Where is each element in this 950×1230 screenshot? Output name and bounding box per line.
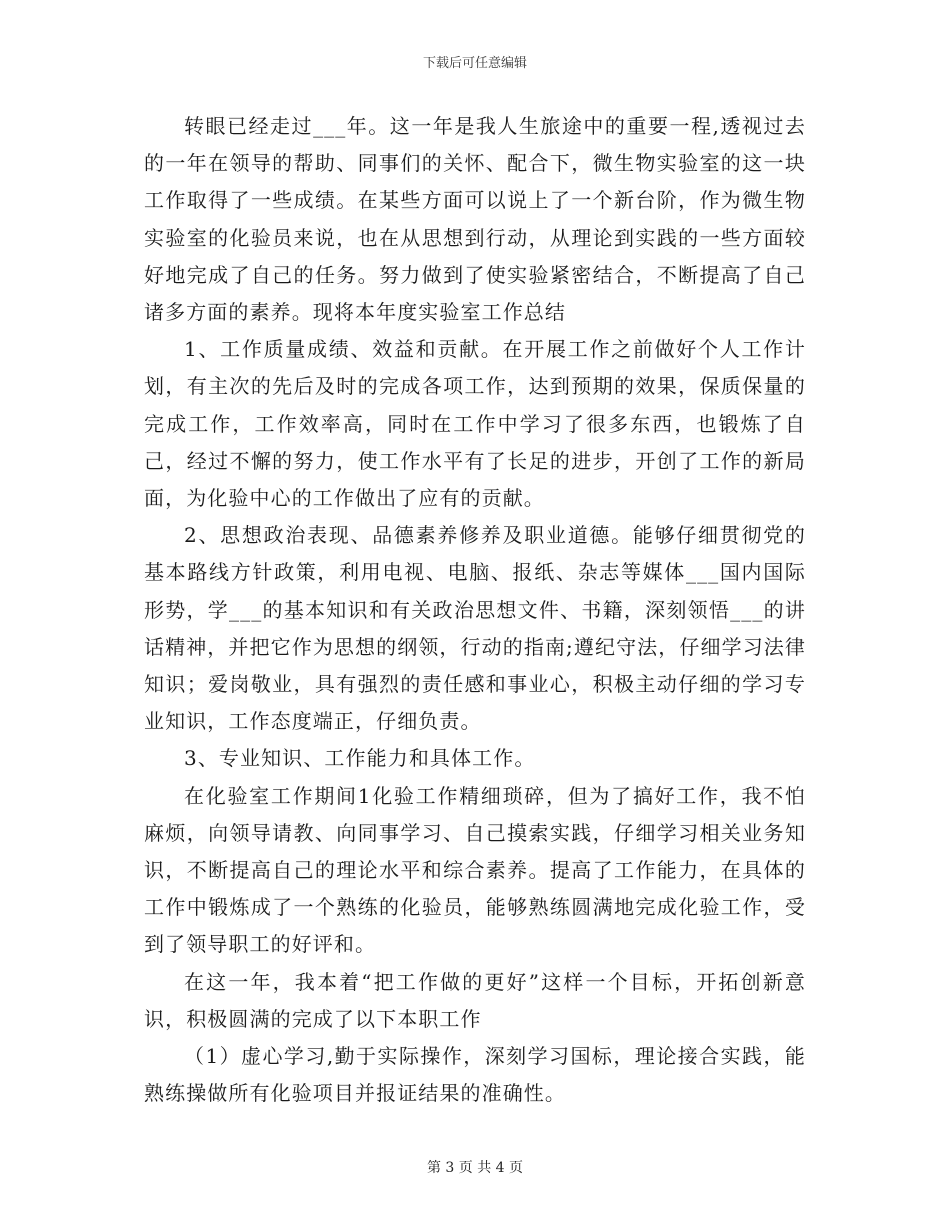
page-number: 第 3 页 共 4 页 bbox=[426, 1160, 524, 1176]
paragraph-this-year: 在这一年，我本着“把工作做的更好”这样一个目标，开拓创新意识，积极圆满的完成了以下本职工作 bbox=[144, 969, 806, 1031]
paragraph-intro: 转眼已经走过___年。这一年是我人生旅途中的重要一程,透视过去的一年在领导的帮助、同事们的关怀、配合下，微生物实验室的这一块工作取得了一些成绩。在某些方面可以说上了一个新台阶，作为微生物实验室的化验员来说，也在从思想到行动，从理论到实践的一些方面较好地完成了自己的任务。努力做到了使实验紧密结合，不断提高了自己诸多方面的素养。现将本年度实验室工作总结 bbox=[144, 114, 806, 325]
page-header: 下载后可任意编辑 bbox=[422, 56, 527, 71]
paragraph-item-2: 2、思想政治表现、品德素养修养及职业道德。能够仔细贯彻党的基本路线方针政策，利用电视、电脑、报纸、杂志等媒体___国内国际形势，学___的基本知识和有关政治思想文件、书籍，深刻领悟___的讲话精神，并把它作为思想的纲领，行动的指南;遵纪守法，仔细学习法律知识；爱岗敬业，具有强烈的责任感和事业心，积极主动仔细的学习专业知识，工作态度端正，仔细负责。 bbox=[144, 523, 806, 734]
document-body bbox=[144, 108, 806, 1112]
paragraph-lab-work: 在化验室工作期间1化验工作精细琐碎，但为了搞好工作，我不怕麻烦，向领导请教、向同事学习、自己摸索实践，仔细学习相关业务知识，不断提高自己的理论水平和综合素养。提高了工作能力，在具体的工作中锻炼成了一个熟练的化验员，能够熟练圆满地完成化验工作，受到了领导职工的好评和。 bbox=[144, 783, 806, 957]
paragraph-sub-item-1: （1）虚心学习,勤于实际操作，深刻学习国标，理论接合实践，能熟练操做所有化验项目并报证结果的准确性。 bbox=[144, 1044, 806, 1106]
paragraph-item-3-heading: 3、专业知识、工作能力和具体工作。 bbox=[184, 746, 536, 771]
paragraph-item-1: 1、工作质量成绩、效益和贡献。在开展工作之前做好个人工作计划，有主次的先后及时的完成各项工作，达到预期的效果，保质保量的完成工作，工作效率高，同时在工作中学习了很多东西，也锻炼了自己，经过不懈的努力，使工作水平有了长足的进步，开创了工作的新局面，为化验中心的工作做出了应有的贡献。 bbox=[144, 337, 806, 511]
